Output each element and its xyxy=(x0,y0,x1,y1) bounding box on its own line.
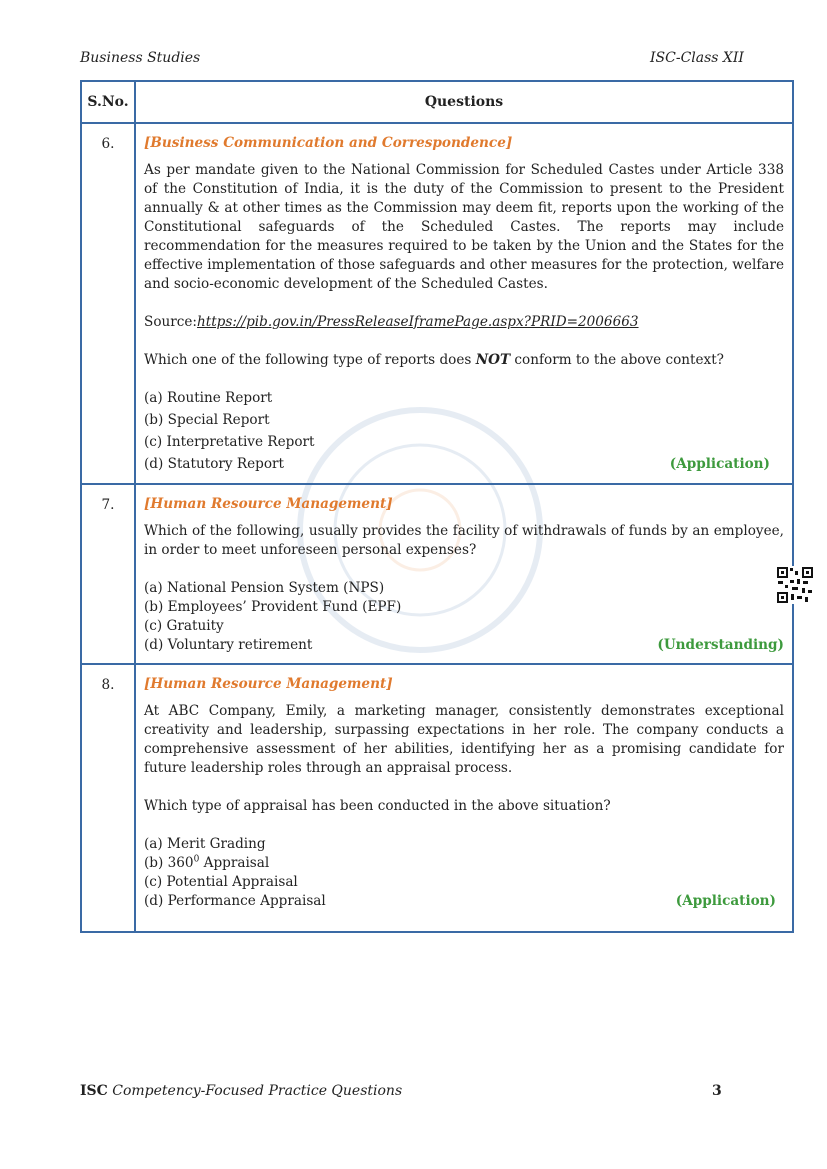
footer-title xyxy=(80,1083,402,1099)
source-line xyxy=(144,313,784,332)
question-row-8 xyxy=(81,664,793,932)
option-b: (b) Employees’ Provident Fund (EPF) xyxy=(144,599,402,615)
source-label: Source: xyxy=(144,314,197,330)
question-stem xyxy=(144,351,784,370)
footer-brand: ISC xyxy=(80,1083,108,1099)
source-link[interactable]: https://pib.gov.in/PressReleaseIframePage.aspx?PRID=2006663 xyxy=(197,314,639,330)
question-row-7 xyxy=(81,484,793,664)
cognitive-level: (Understanding) xyxy=(657,637,784,653)
qr-code-icon[interactable] xyxy=(776,566,814,604)
option-a: (a) Routine Report xyxy=(144,390,273,406)
cognitive-level: (Application) xyxy=(669,456,770,472)
option-c: (c) Gratuity xyxy=(144,618,224,634)
option-d: (d) Statutory Report xyxy=(144,456,284,472)
question-paragraph: As per mandate given to the National Commission for Scheduled Castes under Article 338 of the Constitution of India, it is the duty of the Commission to present to the President annually & at other times as the Commission may deem fit, reports upon the working of the Constitutional safeguards of the Scheduled Castes. The reports may include recommendation for the measures required to be taken by the Union and the States for the effective implementation of those safeguards and other measures for the protection, welfare and socio-economic development of the Scheduled Castes. xyxy=(144,162,784,292)
stem-emphasis: NOT xyxy=(475,352,511,368)
option-d: (d) Performance Appraisal xyxy=(144,893,326,909)
question-number: 8. xyxy=(81,664,135,932)
question-topic: [Human Resource Management] xyxy=(144,496,393,512)
option-c: (c) Interpretative Report xyxy=(144,434,315,450)
option-c: (c) Potential Appraisal xyxy=(144,874,298,890)
question-topic: [Business Communication and Correspondence] xyxy=(144,135,513,151)
page-number: 3 xyxy=(712,1083,722,1099)
column-header-sno: S.No. xyxy=(81,81,135,123)
option-b: (b) Special Report xyxy=(144,412,270,428)
question-stem: Which of the following, usually provides the facility of withdrawals of funds by an employee, in order to meet unforeseen personal expenses? xyxy=(144,523,784,558)
running-header-class: ISC-Class XII xyxy=(650,50,744,66)
question-paragraph: At ABC Company, Emily, a marketing manager, consistently demonstrates exceptional creativity and leadership, surpassing expectations in her role. The company conducts a comprehensive assessment of her abilities, identifying her as a promising candidate for future leadership roles through an appraisal process. xyxy=(144,703,784,776)
stem-text-end: conform to the above context? xyxy=(510,352,724,368)
footer-title-text: Competency-Focused Practice Questions xyxy=(107,1083,403,1099)
stem-text: Which one of the following type of reports does xyxy=(144,352,476,368)
question-number: 6. xyxy=(81,123,135,484)
question-stem: Which type of appraisal has been conducted in the above situation? xyxy=(144,798,611,814)
question-number: 7. xyxy=(81,484,135,664)
running-header-subject: Business Studies xyxy=(80,50,201,66)
option-a: (a) Merit Grading xyxy=(144,836,266,852)
degree-superscript: 0 xyxy=(193,854,200,865)
option-b-text-end: Appraisal xyxy=(199,855,270,871)
option-b-text: (b) 360 xyxy=(144,855,194,871)
question-row-6 xyxy=(81,123,793,484)
cognitive-level: (Application) xyxy=(675,893,776,909)
column-header-questions: Questions xyxy=(135,81,793,123)
questions-table xyxy=(80,80,794,933)
question-topic: [Human Resource Management] xyxy=(144,676,393,692)
option-b xyxy=(144,854,784,873)
option-d: (d) Voluntary retirement xyxy=(144,637,313,653)
option-a: (a) National Pension System (NPS) xyxy=(144,580,385,596)
